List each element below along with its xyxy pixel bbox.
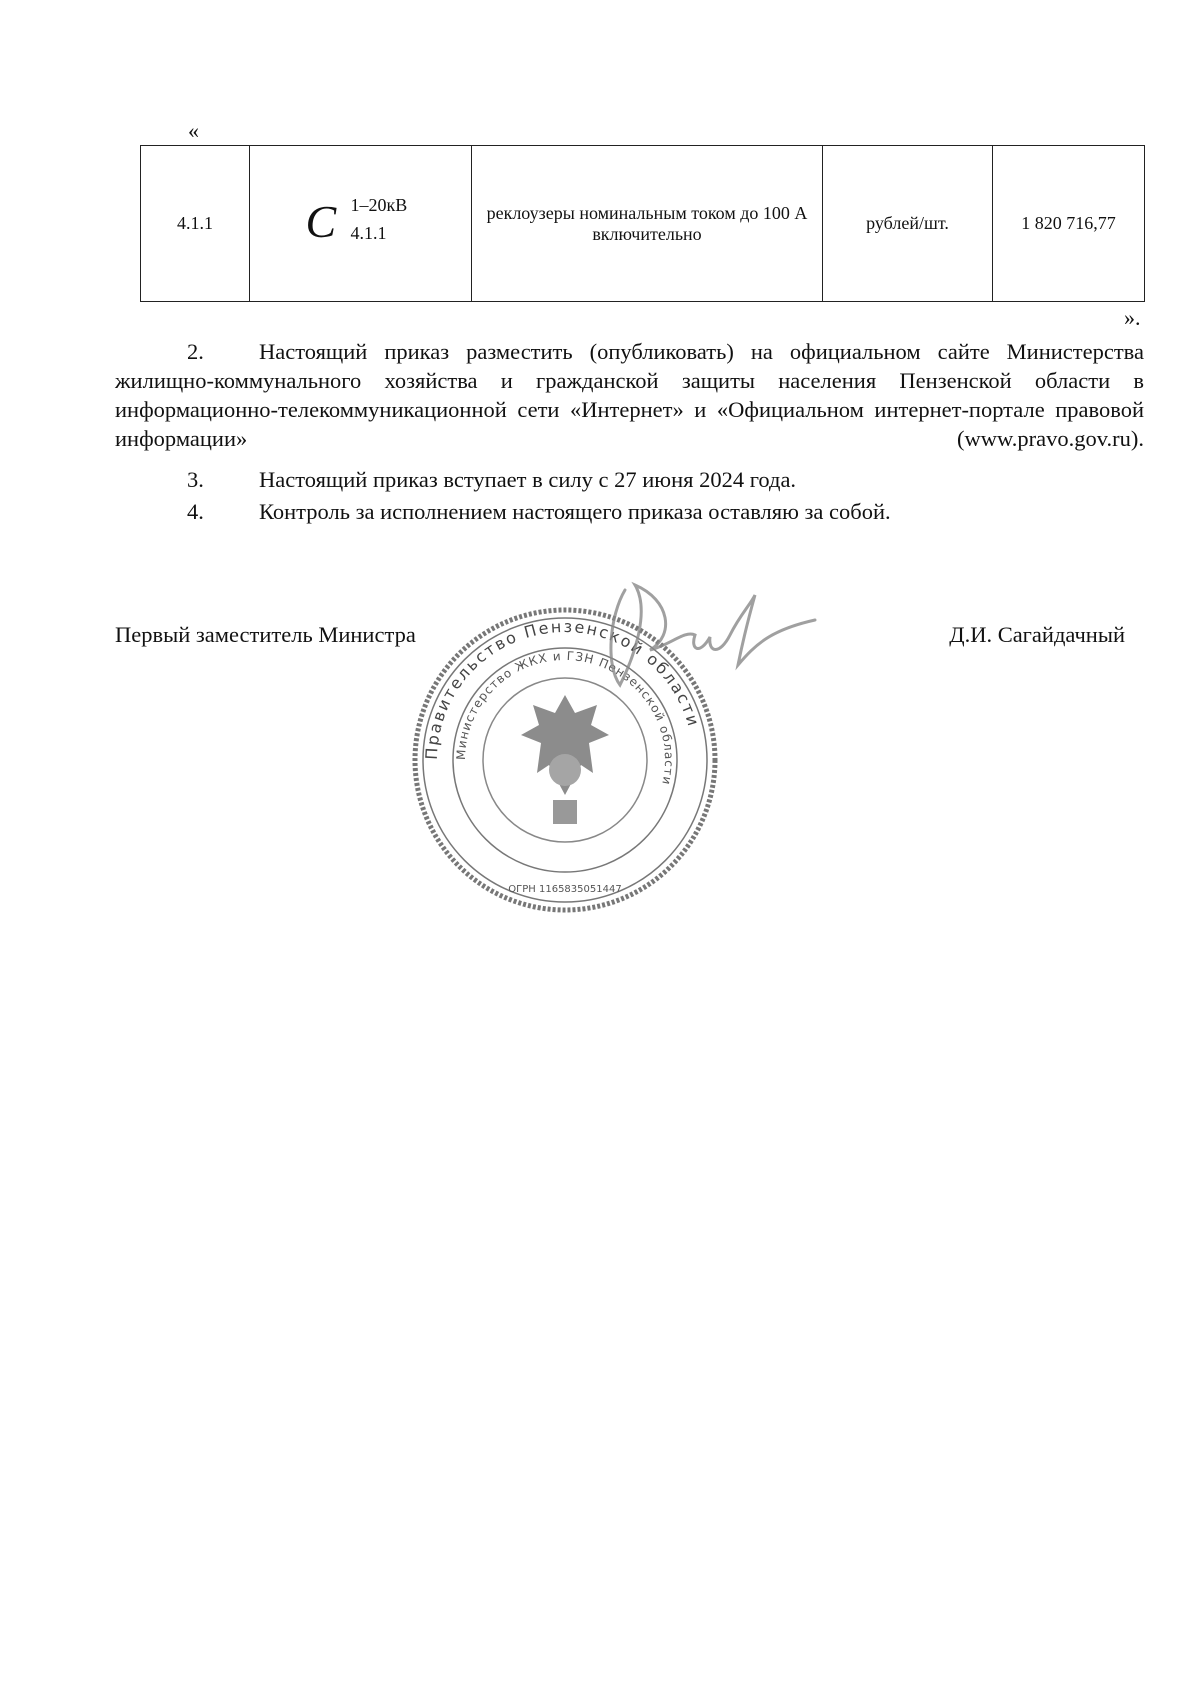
stamp-outer-text: Правительство Пензенской области [421,616,704,761]
paragraph-3 [115,465,1144,494]
paragraph-text: Контроль за исполнением настоящего приказа оставляю за собой. [259,499,891,524]
paragraph-4 [115,497,1144,526]
row-code-cell: 4.1.1 [141,146,250,302]
paragraph-number: 4. [187,499,204,524]
tariff-table [140,145,1145,302]
stamp-ogrn: ОГРН 1165835051447 [508,884,622,895]
signatory-name: Д.И. Сагайдачный [949,622,1125,647]
table-row [141,146,1145,302]
paragraph-text: Настоящий приказ вступает в силу с 27 июня 2024 года. [259,467,797,492]
closing-quote: ». [1124,305,1141,330]
symbol-subscript: 4.1.1 [350,223,387,243]
opening-quote: « [188,118,199,143]
handwritten-signature [590,575,820,705]
row-unit-cell: рублей/шт. [823,146,993,302]
paragraph-text: Настоящий приказ разместить (опубликовать) на официальном сайте Министерства жилищно-коммунального хозяйства и гражданской защиты населения Пензенской области в информационно-телекоммуникационной сети «Интернет» и «Официальном интернет-портале правовой информации» (www.pravo.gov.ru). [115,339,1144,451]
symbol-superscript: 1–20кВ [350,195,408,215]
coat-of-arms-icon [521,695,609,824]
symbol-letter: C [305,196,337,247]
rate-symbol [296,191,426,251]
stamp-inner-text: Министерство ЖКХ и ГЗН Пензенской области [453,648,677,787]
row-description-cell: реклоузеры номинальным током до 100 А включительно [472,146,823,302]
paragraph-number: 3. [187,467,204,492]
paragraph-number: 2. [187,339,204,364]
row-value-cell: 1 820 716,77 [993,146,1145,302]
paragraph-2 [115,337,1144,453]
signatory-position: Первый заместитель Министра [115,622,416,647]
row-symbol-cell [250,146,472,302]
